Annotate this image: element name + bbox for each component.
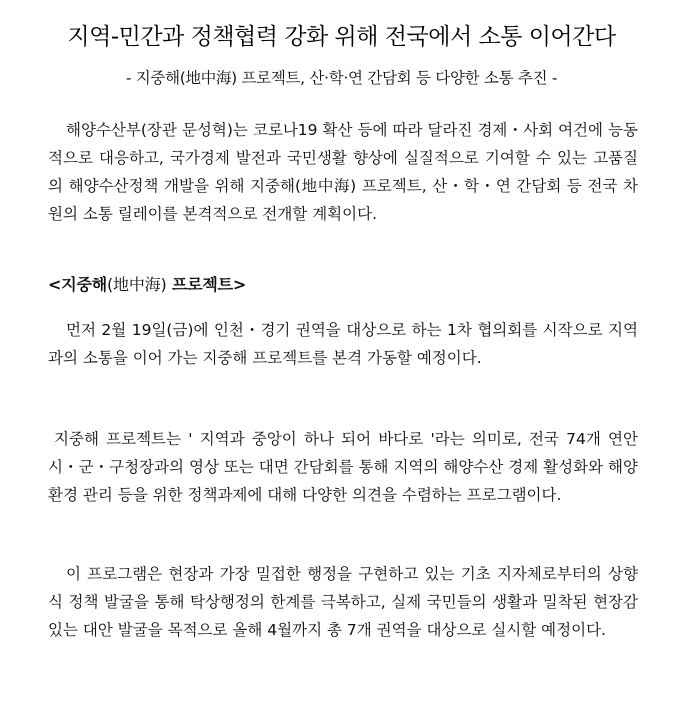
heading-open-bracket: < bbox=[48, 275, 62, 294]
document-subtitle: - 지중해(地中海) 프로젝트, 산·학·연 간담회 등 다양한 소통 추진 - bbox=[125, 69, 558, 87]
heading-bold-2: 프로젝트 bbox=[166, 275, 233, 294]
document-title: 지역-민간과 정책협력 강화 위해 전국에서 소통 이어간다 bbox=[67, 24, 616, 50]
heading-close-bracket: > bbox=[232, 275, 247, 294]
paragraph-program-goal bbox=[48, 560, 638, 644]
paragraph-project-meaning bbox=[48, 425, 638, 509]
paragraph-intro-text: 해양수산부(장관 문성혁)는 코로나19 확산 등에 따라 달라진 경제・사회 여건에 능동적으로 대응하고, 국가경제 발전과 국민생활 향상에 실질적으로 기여할 수 있는 고품질의 해양수산정책 개발을 위해 지중해(地中海) 프로젝트, 산・학・연 간담회 등 전국 차원의 소통 릴레이를 본격적으로 전개할 계획이다. bbox=[48, 121, 638, 223]
paragraph-intro bbox=[48, 116, 638, 228]
paragraph-first-meeting-text: 먼저 2월 19일(금)에 인천・경기 권역을 대상으로 하는 1차 협의회를 시작으로 지역과의 소통을 이어 가는 지중해 프로젝트를 본격 가동할 예정이다. bbox=[48, 321, 638, 367]
paragraph-program-goal-text: 이 프로그램은 현장과 가장 밀접한 행정을 구현하고 있는 기초 지자체로부터의 상향식 정책 발굴을 통해 탁상행정의 한계를 극복하고, 실제 국민들의 생활과 밀착된 현장감 있는 대안 발굴을 목적으로 올해 4월까지 총 7개 권역을 대상으로 실시할 예정이다. bbox=[48, 565, 638, 639]
heading-bold-1: 지중해 bbox=[61, 275, 107, 294]
heading-hanja: (地中海) bbox=[107, 275, 167, 294]
section-heading bbox=[48, 272, 246, 295]
paragraph-project-meaning-text: 지중해 프로젝트는 ' 지역과 중앙이 하나 되어 바다로 '라는 의미로, 전국 74개 연안 시・군・구청장과의 영상 또는 대면 간담회를 통해 지역의 해양수산 경제 활성화와 해양환경 관리 등을 위한 정책과제에 대해 다양한 의견을 수렴하는 프로그램이다. bbox=[48, 430, 638, 504]
paragraph-first-meeting bbox=[48, 316, 638, 372]
